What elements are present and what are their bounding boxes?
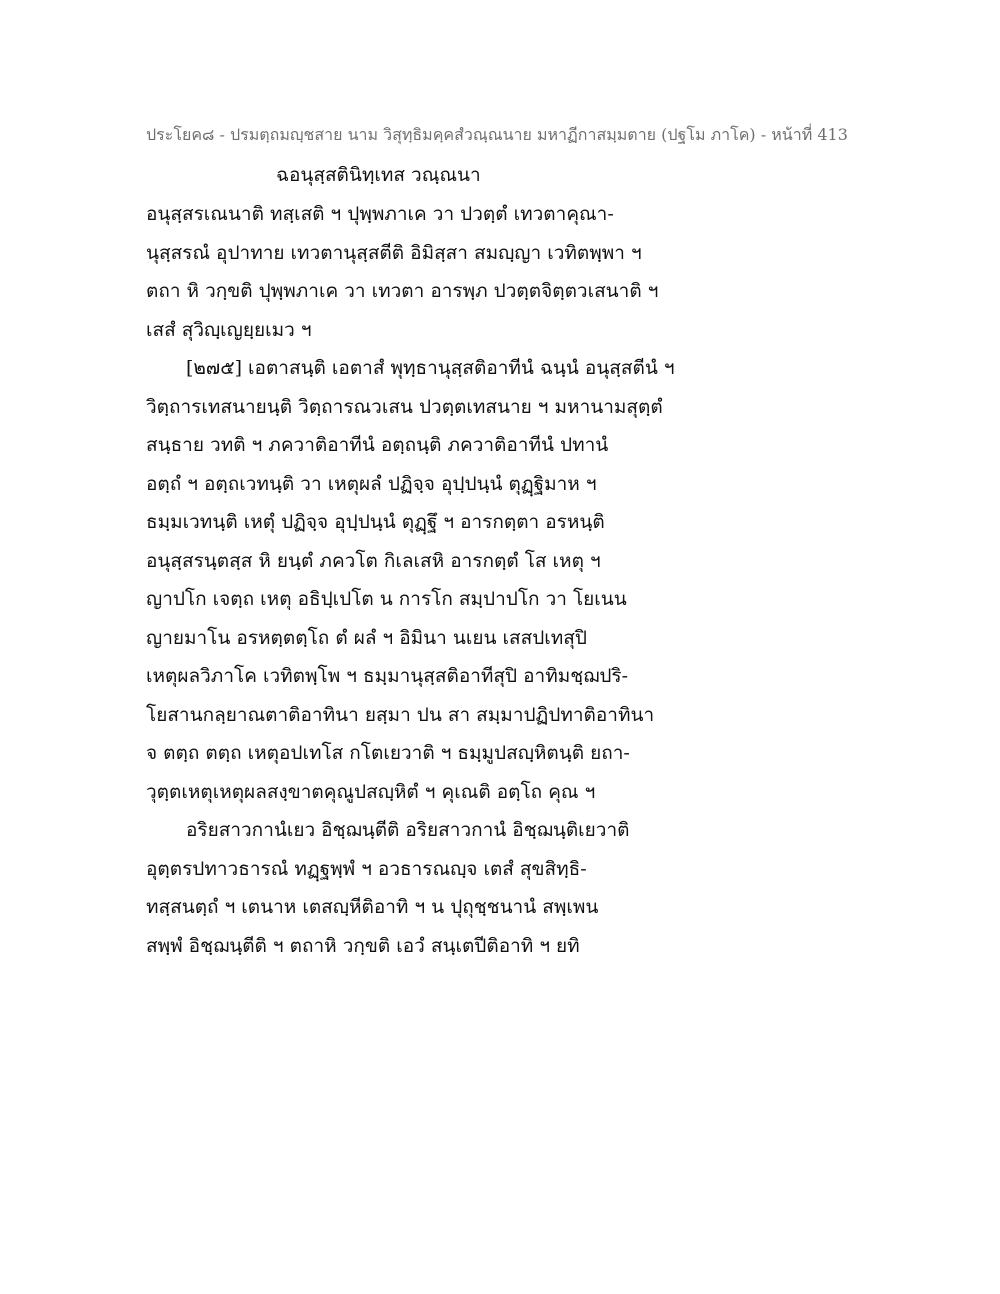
text-line: ตถา หิ วกฺขติ ปุพฺพภาเค วา เทวตา อารพฺภ ปวตฺตจิตฺตวเสนาติ ฯ <box>146 280 659 302</box>
text-line: สนฺธาย วทติ ฯ ภควาติอาทีนํ อตฺถนฺติ ภควาติอาทีนํ ปทานํ <box>146 434 609 456</box>
section-title: ฉอนุสฺสตินิทฺเทส วณฺณนา <box>276 164 481 186</box>
text-line: อตฺถํ ฯ อตฺถเวทนฺติ วา เหตุผลํ ปฏิจฺจ อุปฺปนฺนํ ตุฏฺฐิมาห ฯ <box>146 472 597 495</box>
text-line: โยสานกลฺยาณตาติอาทินา ยสฺมา ปน สา สมฺมาปฏิปทาติอาทินา <box>146 703 655 726</box>
text-line: วิตฺถารเทสนายนฺติ วิตฺถารณวเสน ปวตฺตเทสนาย ฯ มหานามสุตฺตํ <box>146 395 663 418</box>
text-line: ทสฺสนตฺถํ ฯ เตนาห เตสญฺหีติอาทิ ฯ น ปุถุชฺชนานํ สพฺเพน <box>146 896 599 918</box>
body-text <box>146 200 866 970</box>
text-line: อนุสฺสรนฺตสฺส หิ ยนฺตํ ภควโต กิเลเสหิ อารกตฺตํ โส เหตุ ฯ <box>146 549 601 572</box>
text-line: ธมฺมเวทนฺติ เหตุํ ปฏิจฺจ อุปฺปนฺนํ ตุฏฺฐึ ฯ อารกตฺตา อรหนฺติ <box>146 511 605 533</box>
paragraph-start-line: อริยสาวกานํเยว อิชฺฌนฺตีติ อริยสาวกานํ อิชฺฌนฺติเยวาติ <box>186 819 630 841</box>
text-line: วุตฺตเหตุเหตุผลสงฺขาตคุณูปสญฺหิตํ ฯ คุเณติ อตฺโถ คุณ ฯ <box>146 780 596 803</box>
running-header: ประโยค๘ - ปรมตฺถมญฺชสาย นาม วิสุทฺธิมคฺคสํวณฺณนาย มหาฏีกาสมฺมตาย (ปฐโม ภาโค) - หน้าที่ 413 <box>146 125 848 144</box>
text-line: จ ตตฺถ ตตฺถ เหตุอปเทโส กโตเยวาติ ฯ ธมฺมูปสญฺหิตนฺติ ยถา- <box>146 742 630 764</box>
paragraph-start-line: [๒๗๕] เอตาสนฺติ เอตาสํ พุทฺธานุสฺสติอาทีนํ ฉนฺนํ อนุสฺสตีนํ ฯ <box>186 357 675 379</box>
text-line: นุสฺสรณํ อุปาทาย เทวตานุสฺสตีติ อิมิสฺสา สมญฺญา เวทิตพฺพา ฯ <box>146 241 642 264</box>
text-line: อนุสฺสรเณนาติ ทสฺเสติ ฯ ปุพฺพภาเค วา ปวตฺตํ เทวตาคุณา- <box>146 203 614 225</box>
text-line: เสสํ สุวิญฺเญยฺยเมว ฯ <box>146 318 312 341</box>
text-line: อุตฺตรปทาวธารณํ ทฏฺฐพฺพํ ฯ อวธารณญฺจ เตสํ สุขสิทฺธิ- <box>146 857 587 880</box>
text-line: ญายมาโน อรหตฺตตฺโถ ตํ ผลํ ฯ อิมินา นเยน เสสปเทสุปิ <box>146 626 587 649</box>
text-line: สพฺพํ อิชฺฌนฺตีติ ฯ ตถาหิ วกฺขติ เอวํ สนฺเตปีติอาทิ ฯ ยทิ <box>146 934 580 957</box>
text-line: ญาปโก เจตฺถ เหตุ อธิปฺเปโต น การโก สมฺปาปโก วา โยเนน <box>146 588 627 610</box>
text-line: เหตุผลวิภาโค เวทิตพฺโพ ฯ ธมฺมานุสฺสติอาทีสุปิ อาทิมชฺฌปริ- <box>146 665 629 687</box>
